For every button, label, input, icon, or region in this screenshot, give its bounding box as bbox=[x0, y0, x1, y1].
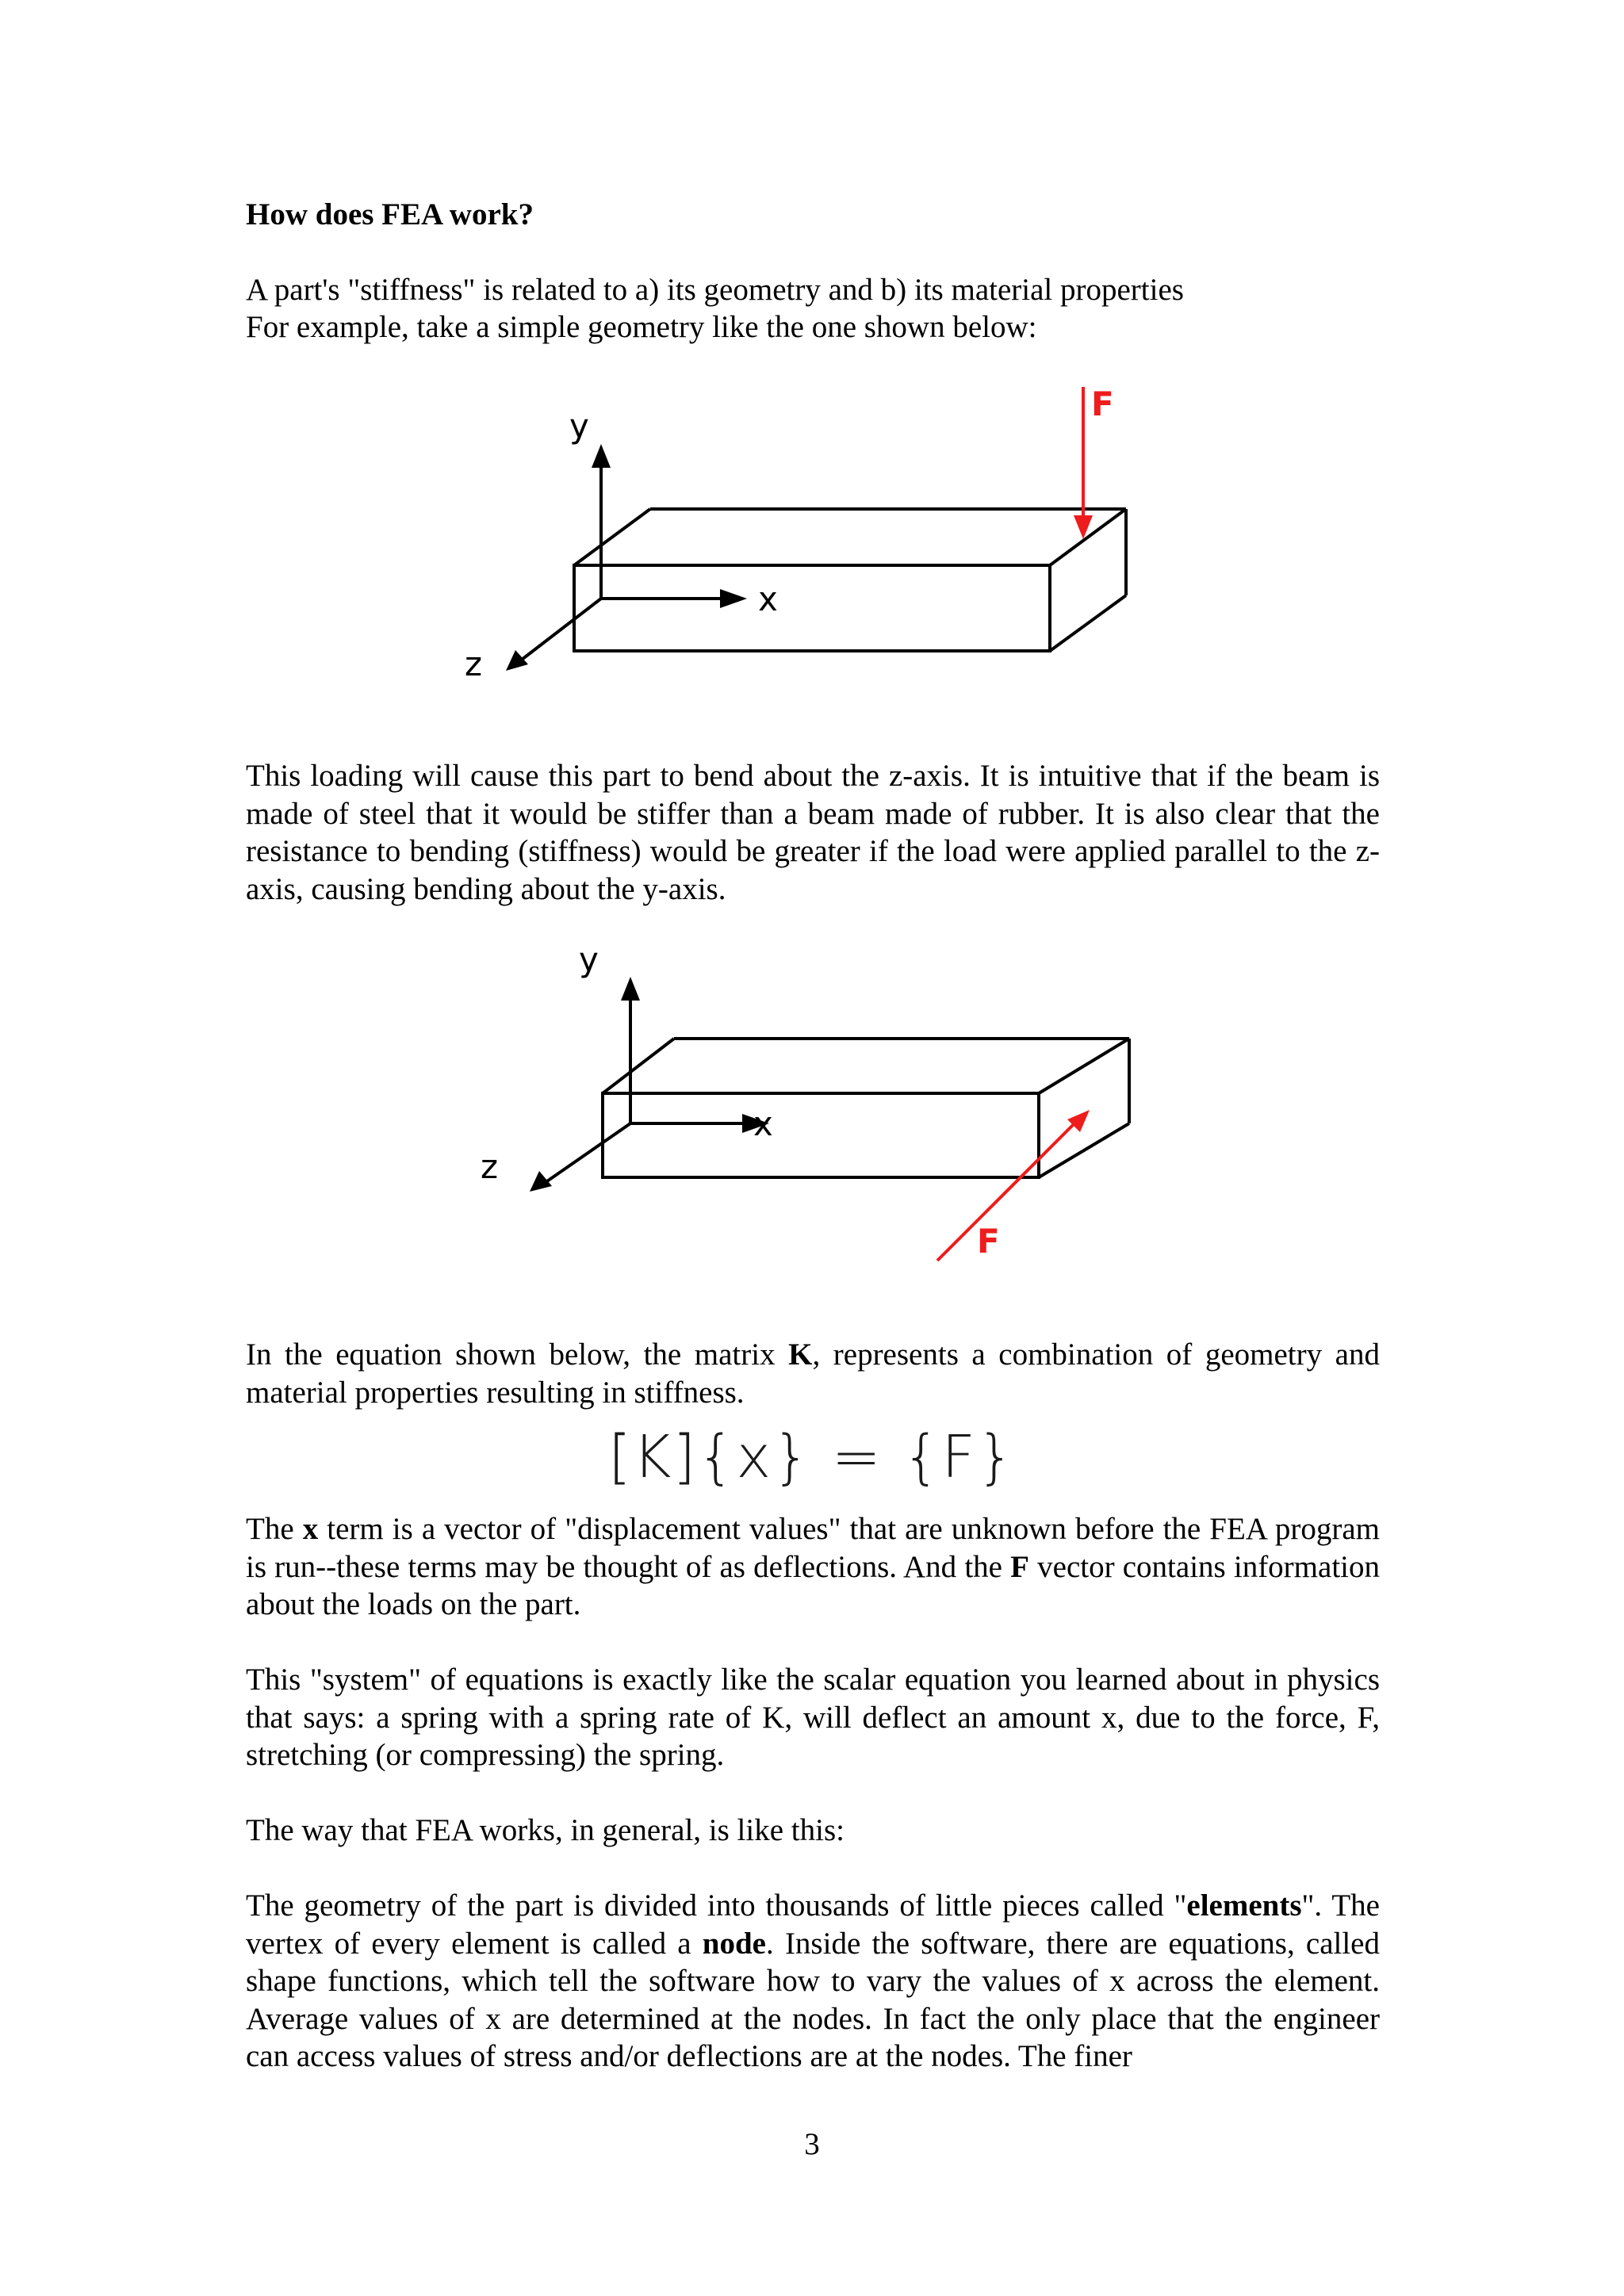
text-run: The geometry of the part is divided into thousands of little pieces called " bbox=[246, 1888, 1187, 1923]
paragraph-bending: This loading will cause this part to bend about the z-axis. It is intuitive that if the beam is made of steel that it would be stiffer than a beam made of rubber. It is also clear that the resistance to bending (stiffness) would be greater if the load were applied parallel to the z-axis, causing bending about the y-axis. bbox=[246, 759, 1380, 906]
text-run: . Inside the software, there are equations, called shape functions, which tell the software how to vary the values of x across the element. Average values of x are determined at the nodes. In fact the only place that the engineer can access values of stress and/or deflections are at the nodes. The finer bbox=[246, 1926, 1380, 2073]
z-axis-label: z bbox=[481, 1147, 499, 1186]
beam-figure-vertical-load bbox=[452, 381, 1182, 698]
force-label: F bbox=[1091, 385, 1114, 423]
text-run: , represents a combination of geometry and material properties resulting in stiffness. bbox=[246, 1337, 1380, 1410]
y-axis-arrow bbox=[592, 444, 611, 599]
z-axis-label: z bbox=[465, 645, 483, 683]
x-axis-label: x bbox=[753, 1104, 773, 1143]
f-term-bold: F bbox=[1010, 1549, 1029, 1584]
intro-line-1: A part's "stiffness" is related to a) its geometry and b) its material properties bbox=[246, 273, 1184, 307]
force-arrow bbox=[1074, 387, 1093, 539]
y-axis-label: y bbox=[569, 407, 589, 446]
x-axis-arrow bbox=[630, 1114, 769, 1133]
beam-diagram-2 bbox=[460, 936, 1174, 1269]
z-axis-arrow bbox=[530, 1123, 630, 1192]
text-run: term is a vector of "displacement values" that are unknown before the FEA program is run--these terms may be thought of as deflections. And the bbox=[246, 1512, 1380, 1584]
beam-figure-z-load bbox=[460, 936, 1174, 1269]
text-run: ". The vertex of every element is called a bbox=[246, 1888, 1380, 1961]
page-number: 3 bbox=[804, 2127, 820, 2161]
x-term-bold: x bbox=[302, 1512, 319, 1546]
beam-box bbox=[603, 1039, 1129, 1177]
y-axis-arrow bbox=[621, 977, 640, 1123]
x-axis-label: x bbox=[758, 580, 778, 618]
text-run: vector contains information about the loads on the part. bbox=[246, 1549, 1380, 1621]
force-arrow bbox=[937, 1110, 1090, 1261]
paragraph-spring-analogy: This "system" of equations is exactly like the scalar equation you learned about in physics that says: a spring with a spring rate of K, will deflect an amount x, due to the force, F, stretching (or compressing) the spring. bbox=[246, 1663, 1380, 1772]
stiffness-equation: [K]{x} = {F} bbox=[608, 1423, 1016, 1491]
y-axis-label: y bbox=[579, 940, 599, 979]
section-heading: How does FEA work? bbox=[246, 197, 534, 232]
node-bold: node bbox=[702, 1926, 766, 1961]
force-label: F bbox=[977, 1222, 1000, 1261]
z-axis-arrow bbox=[506, 599, 601, 671]
beam-box bbox=[574, 509, 1126, 651]
paragraph-elements-nodes bbox=[246, 1887, 1380, 2076]
text-run: The bbox=[246, 1512, 303, 1546]
x-axis-arrow bbox=[601, 589, 747, 608]
paragraph-displacement bbox=[246, 1510, 1380, 1624]
text-run: In the equation shown below, the matrix bbox=[246, 1337, 789, 1372]
paragraph-fea-intro: The way that FEA works, in general, is like this: bbox=[246, 1813, 845, 1847]
beam-diagram-1 bbox=[452, 381, 1182, 698]
intro-line-2: For example, take a simple geometry like the one shown below: bbox=[246, 310, 1037, 344]
paragraph-matrix-k bbox=[246, 1336, 1380, 1411]
matrix-k-bold: K bbox=[788, 1337, 813, 1372]
elements-bold: elements bbox=[1186, 1888, 1302, 1923]
